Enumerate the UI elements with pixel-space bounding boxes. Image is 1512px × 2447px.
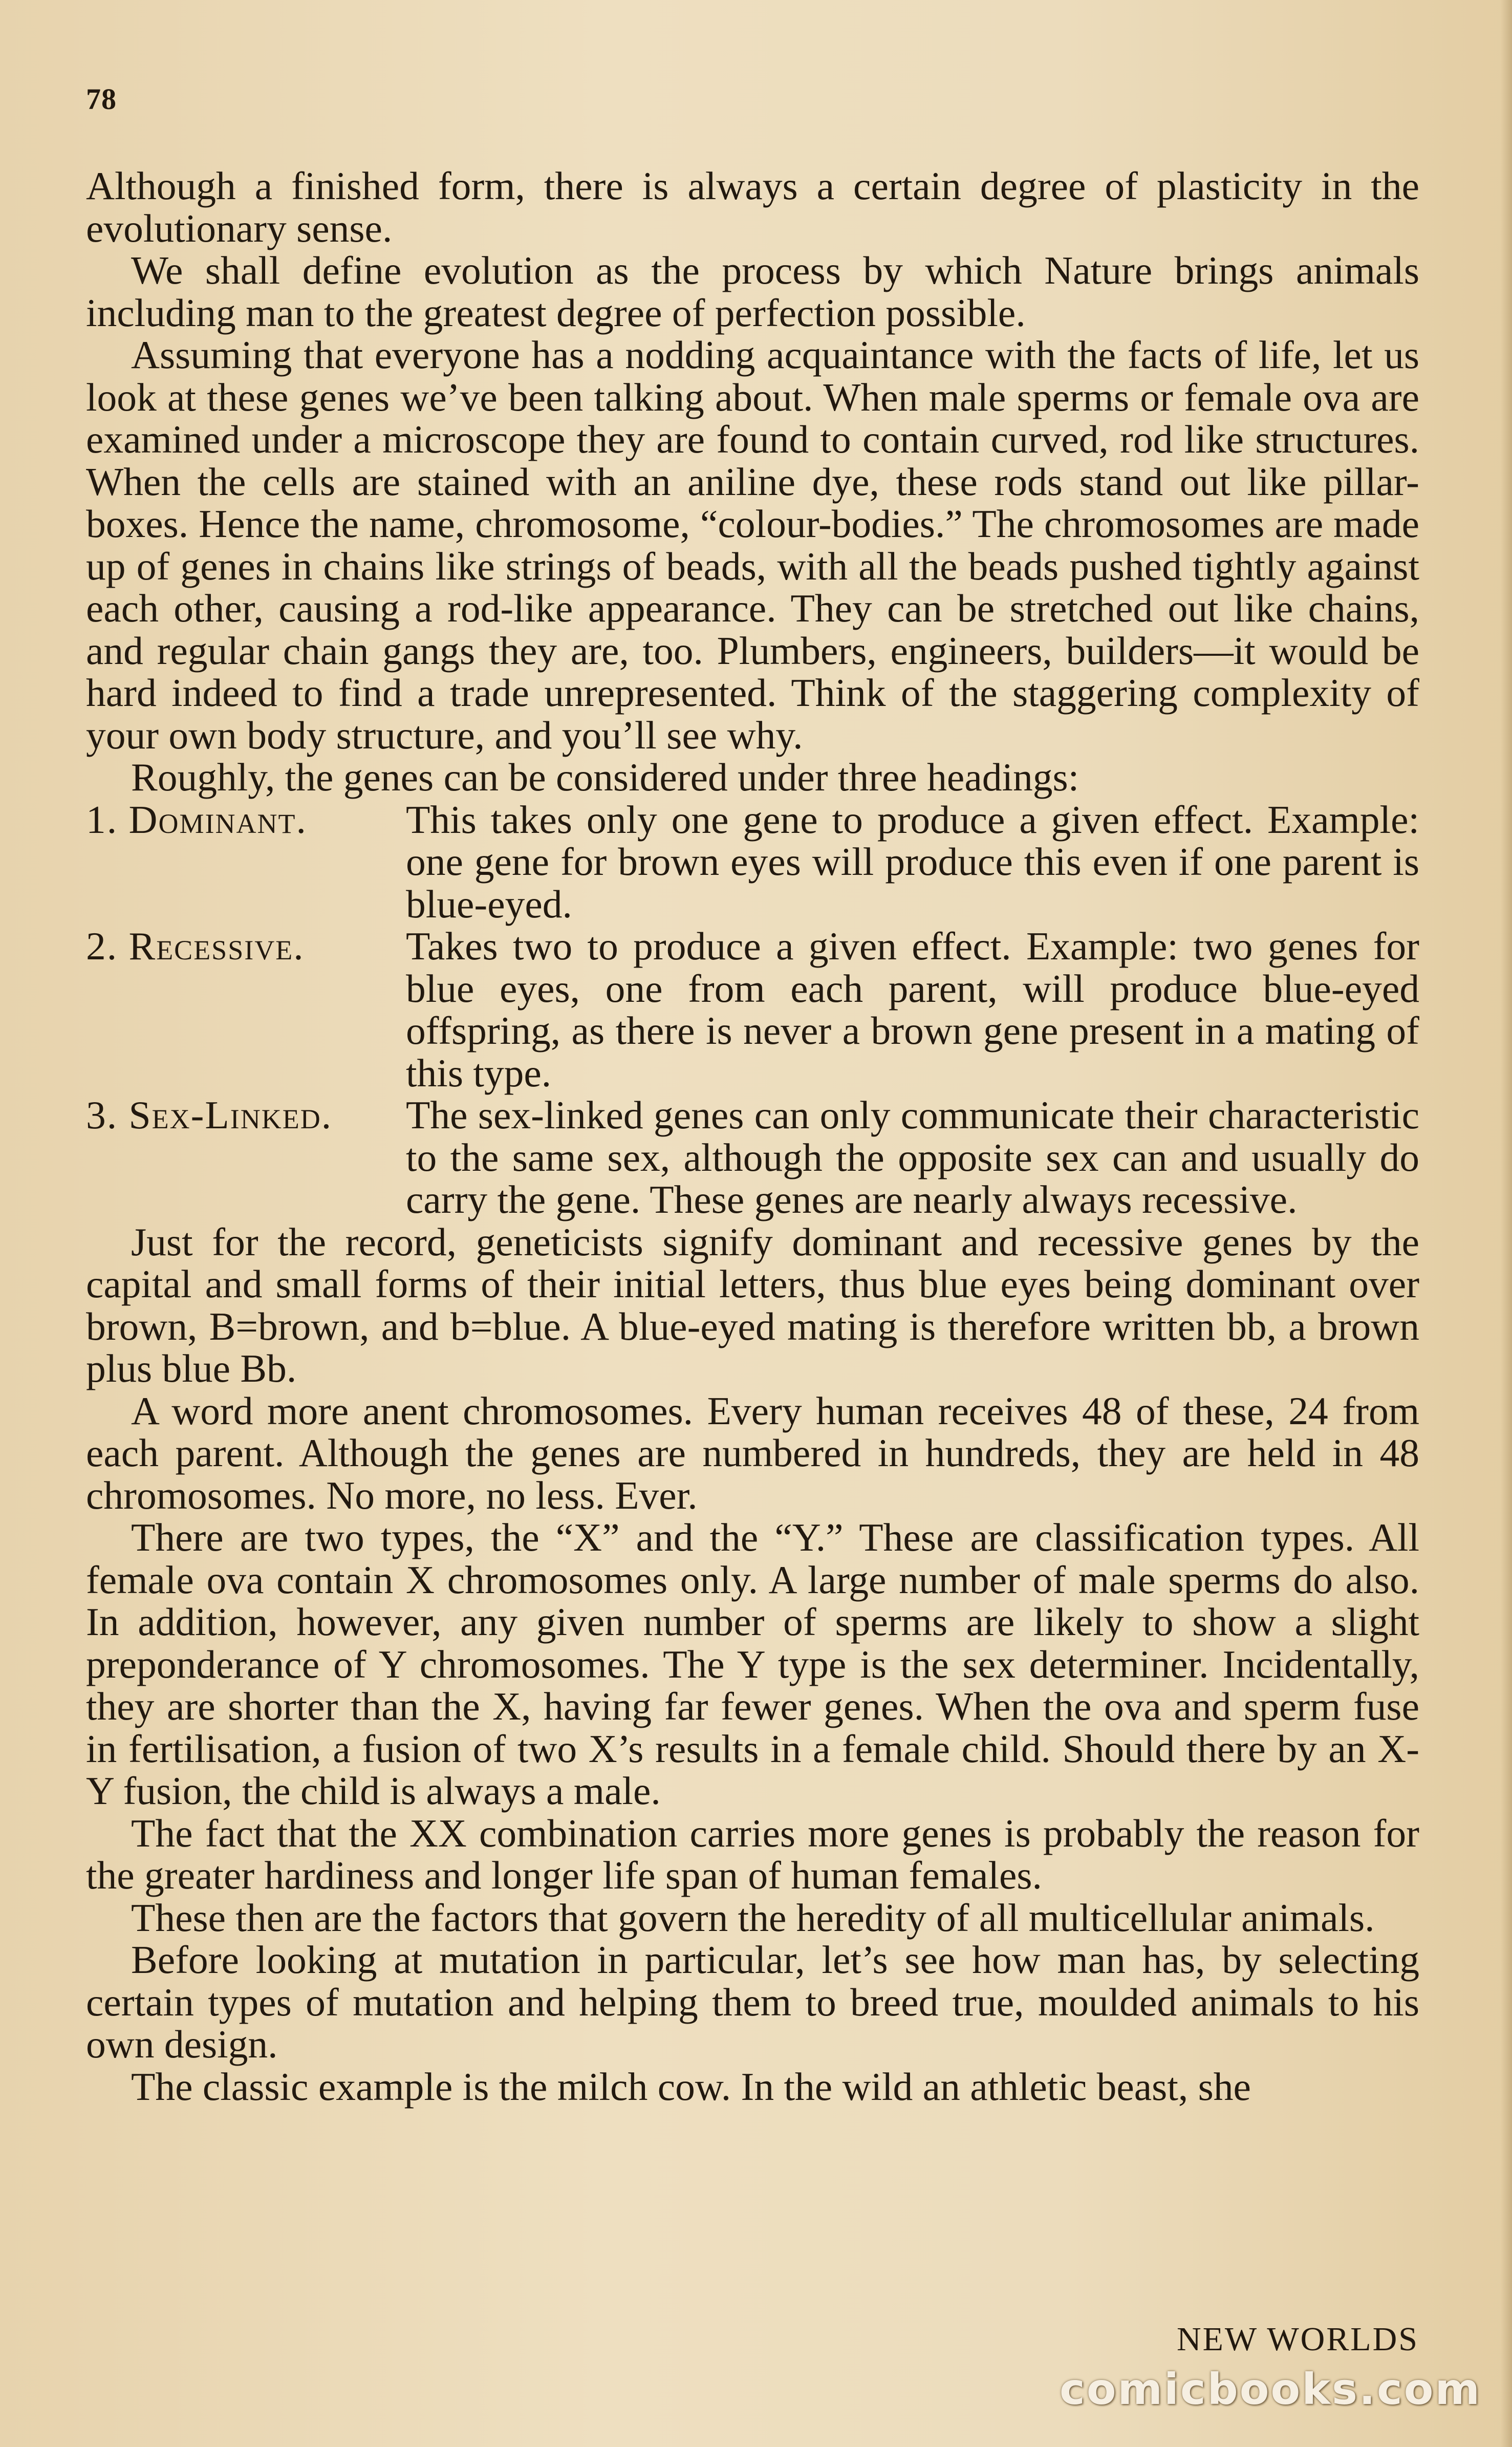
paragraph: There are two types, the “X” and the “Y.” These are classification types. All female ova contain X chromosomes only. A large number of male sperms do also. In addition, however, any given number of sperms are likely to show a slight preponderance of Y chromosomes. The Y type is the sex determiner. Incidentally, they are shorter than the X, having far fewer genes. When the ova and sperm fuse in fertilisation, a fusion of two X’s results in a female child. Should there by an X-Y fusion, the child is always a male. bbox=[86, 1515, 1419, 1813]
gene-types-list bbox=[86, 799, 1419, 1221]
gene-type-item bbox=[86, 1094, 1419, 1221]
paragraph: A word more anent chromosomes. Every human receives 48 of these, 24 from each parent. Although the genes are numbered in hundreds, they are held in 48 chromosomes. No more, no less. Ever. bbox=[86, 1388, 1419, 1517]
gene-type-term: 2. Recessive. bbox=[86, 924, 305, 968]
paragraph: Just for the record, geneticists signify dominant and recessive genes by the capital and small forms of their initial letters, thus blue eyes being dominant over brown, B=brown, and b=blue. A blue-eyed mating is therefore written bb, a brown plus blue Bb. bbox=[86, 1219, 1419, 1390]
paragraph: Although a finished form, there is always a certain degree of plasticity in the evolutionary sense. bbox=[86, 164, 1419, 250]
site-watermark: comicbooks.com bbox=[1060, 2364, 1481, 2414]
paragraph: Assuming that everyone has a nodding acquaintance with the facts of life, let us look at these genes we’ve been talking about. When male sperms or female ova are examined under a microscope they are found to contain curved, rod like structures. When the cells are stained with an aniline dye, these rods stand out like pillar-boxes. Hence the name, chromosome, “colour-bodies.” The chromosomes are made up of genes in chains like strings of beads, with all the beads pushed tightly against each other, causing a rod-like appearance. They can be stretched out like chains, and regular chain gangs they are, too. Plumbers, engineers, builders—it would be hard indeed to find a trade unrepresented. Think of the staggering complexity of your own body structure, and you’ll see why. bbox=[86, 333, 1419, 757]
gene-type-item bbox=[86, 799, 1419, 926]
paragraph: These then are the factors that govern the heredity of all multicellular animals. bbox=[131, 1895, 1375, 1940]
page-number: 78 bbox=[86, 82, 117, 116]
gene-type-term: 1. Dominant. bbox=[86, 797, 307, 842]
paragraph: The classic example is the milch cow. In the wild an athletic beast, she bbox=[131, 2064, 1251, 2109]
page-edge-shadow bbox=[1501, 0, 1512, 2447]
gene-type-description: This takes only one gene to produce a given effect. Example: one gene for brown eyes will produce this even if one parent is blue-eyed. bbox=[406, 797, 1419, 926]
gene-type-description: The sex-linked genes can only communicate their characteristic to the same sex, although the opposite sex can and usually do carry the gene. These genes are nearly always recessive. bbox=[406, 1093, 1419, 1221]
magazine-title-footer: NEW WORLDS bbox=[1176, 2321, 1419, 2358]
gene-type-item bbox=[86, 925, 1419, 1094]
gene-type-description: Takes two to produce a given effect. Example: two genes for blue eyes, one from each parent, will produce blue-eyed offspring, as there is never a brown gene present in a mating of this type. bbox=[406, 924, 1419, 1095]
paragraph: Roughly, the genes can be considered under three headings: bbox=[131, 755, 1079, 799]
article-body bbox=[86, 165, 1419, 2108]
paragraph: The fact that the XX combination carries more genes is probably the reason for the greater hardiness and longer life span of human females. bbox=[86, 1811, 1419, 1897]
gene-type-term: 3. Sex-Linked. bbox=[86, 1093, 333, 1137]
paragraph: We shall define evolution as the process by which Nature brings animals including man to the greatest degree of perfection possible. bbox=[86, 248, 1419, 335]
paragraph: Before looking at mutation in particular, let’s see how man has, by selecting certain types of mutation and helping them to breed true, moulded animals to his own design. bbox=[86, 1938, 1419, 2066]
